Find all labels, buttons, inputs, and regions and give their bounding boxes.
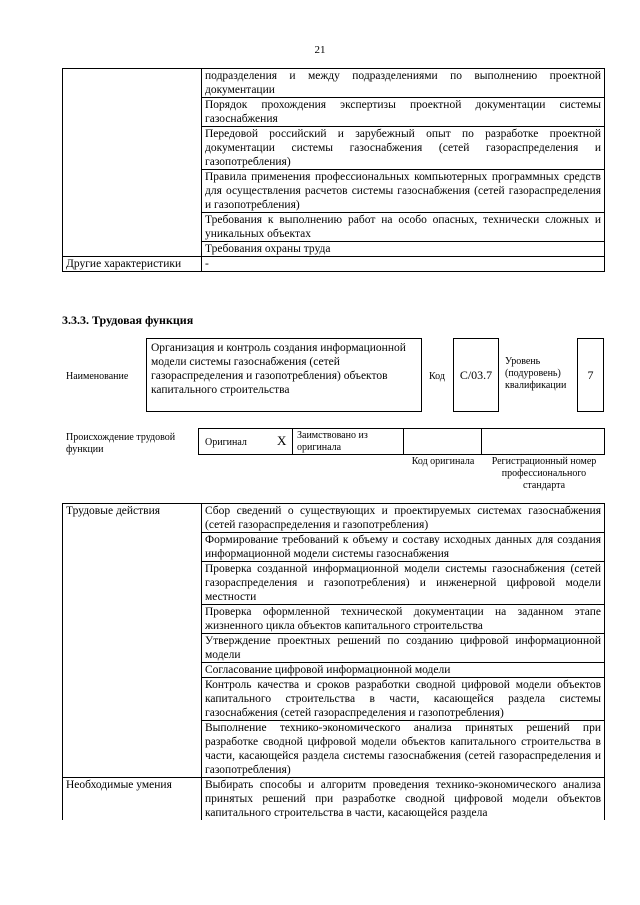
- table-cell: Контроль качества и сроков разработки сводной цифровой модели объектов капитального строительства в части, касающейся раздела системы газоснабжения (сетей газораспределения и газопотребления): [202, 678, 605, 721]
- knowledge-table-continuation: [62, 68, 605, 272]
- table-row: [63, 778, 605, 821]
- table-cell: Выполнение технико-экономического анализа принятых решений при разработке сводной цифровой модели объектов капитального строительства в части, касающейся раздела системы газоснабжения (сетей газораспределения и газопотребления): [202, 721, 605, 778]
- name-label: Наименование: [66, 371, 129, 382]
- skills-label: Необходимые умения: [63, 778, 202, 821]
- code-value-box: С/03.7: [453, 338, 499, 412]
- page-number: 21: [314, 44, 326, 56]
- other-characteristics-label: Другие характеристики: [63, 257, 202, 272]
- labor-actions-label: Трудовые действия: [63, 504, 202, 778]
- original-label: Оригинал: [205, 437, 247, 448]
- level-value-box: 7: [577, 338, 604, 412]
- table-row: [63, 504, 605, 533]
- table-cell: Сбор сведений о существующих и проектируемых системах газоснабжения (сетей газораспределения и газопотребления): [202, 504, 605, 533]
- function-name-box: Организация и контроль создания информационной модели системы газоснабжения (сетей газораспределения и газопотребления) объектов капитального строительства: [146, 338, 422, 412]
- code-label: Код: [429, 371, 445, 382]
- section-title: 3.3.3. Трудовая функция: [62, 313, 194, 327]
- table-row-other: [63, 257, 605, 272]
- other-characteristics-value: -: [202, 257, 605, 272]
- labor-function-table: [62, 503, 605, 820]
- table-cell: Выбирать способы и алгоритм проведения технико-экономического анализа принятых решений при разработке сводной цифровой модели объектов капитального строительства в части, касающейся раздела: [202, 778, 605, 821]
- table-cell: Требования охраны труда: [202, 242, 605, 257]
- borrowed-label: Заимствовано из оригинала: [297, 430, 368, 453]
- origin-label: Происхождение трудовой функции: [66, 432, 176, 455]
- origin-reg-cell: [482, 428, 605, 455]
- original-mark: X: [277, 433, 287, 448]
- table-label-cell: [63, 69, 202, 257]
- origin-code-cell: [404, 428, 482, 455]
- table-cell: Требования к выполнению работ на особо опасных, технически сложных и уникальных объектах: [202, 213, 605, 242]
- table-cell: Согласование цифровой информационной модели: [202, 663, 605, 678]
- reg-number-caption: Регистрационный номер профессионального стандарта: [491, 456, 597, 491]
- original-code-caption: Код оригинала: [411, 456, 475, 467]
- origin-borrowed-cell: [292, 428, 404, 455]
- table-cell: Формирование требований к объему и составу исходных данных для создания информационной модели системы газоснабжения: [202, 533, 605, 562]
- table-cell: Порядок прохождения экспертизы проектной документации системы газоснабжения: [202, 98, 605, 127]
- origin-original-cell: [198, 428, 292, 455]
- table-cell: Проверка оформленной технической документации на заданном этапе жизненного цикла объектов капитального строительства: [202, 605, 605, 634]
- table-cell: Передовой российский и зарубежный опыт по разработке проектной документации системы газоснабжения (сетей газораспределения и газопотребления): [202, 127, 605, 170]
- table-cell: подразделения и между подразделениями по выполнению проектной документации: [202, 69, 605, 98]
- table-cell: Правила применения профессиональных компьютерных программных средств для осуществления расчетов системы газоснабжения (сетей газораспределения и газопотребления): [202, 170, 605, 213]
- table-cell: Утверждение проектных решений по созданию цифровой информационной модели: [202, 634, 605, 663]
- table-cell: Проверка созданной информационной модели системы газоснабжения (сетей газораспределения и газопотребления) и инженерной цифровой модели местности: [202, 562, 605, 605]
- table-row: [63, 69, 605, 98]
- level-label: Уровень (подуровень) квалификации: [505, 356, 567, 391]
